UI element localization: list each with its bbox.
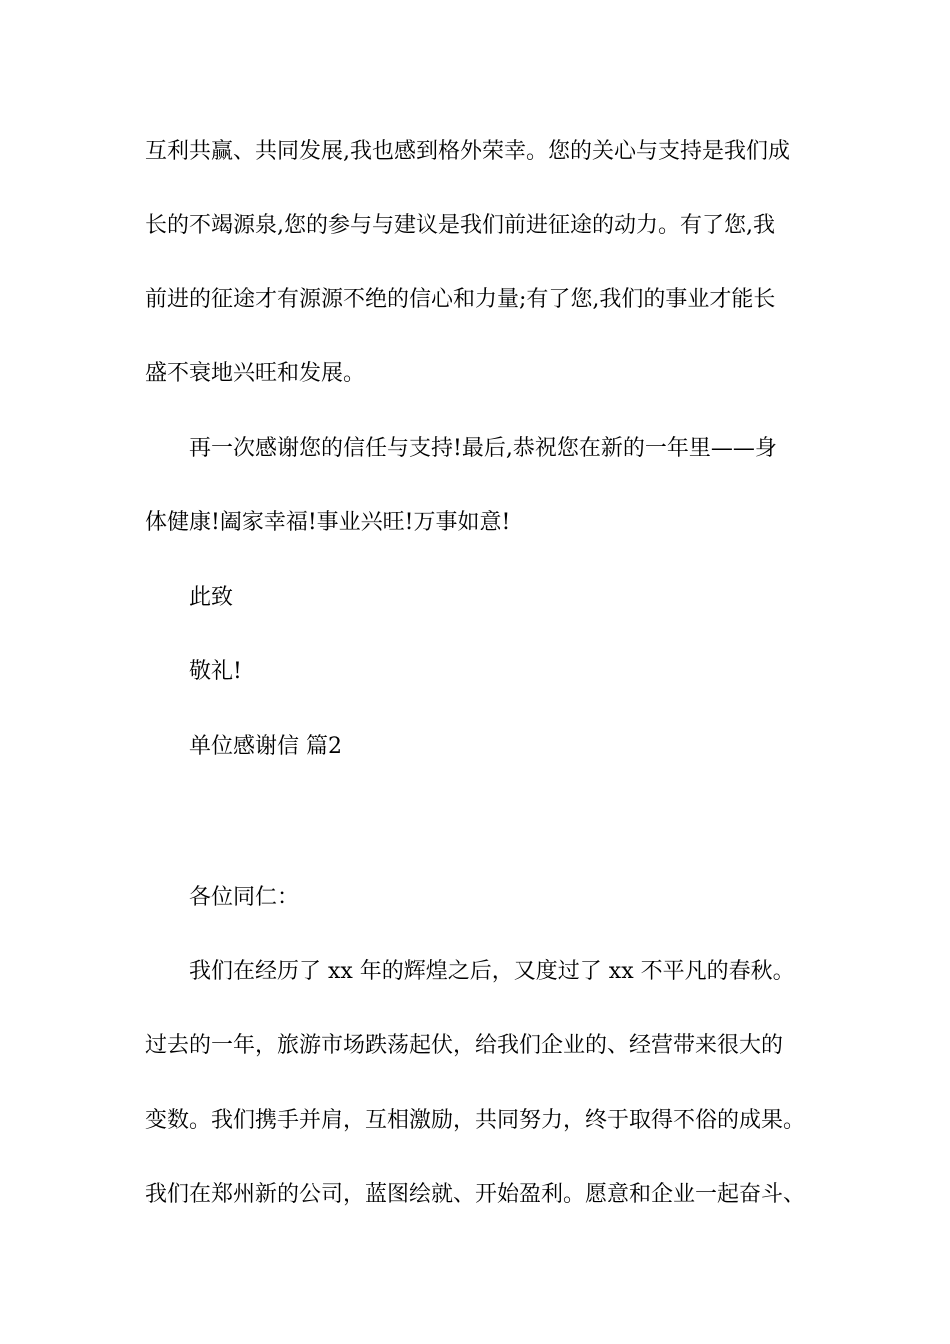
paragraph-line-6: 体健康!阖家幸福!事业兴旺!万事如意!: [145, 510, 511, 535]
closing-regards: 敬礼!: [189, 659, 242, 684]
paragraph-line-4: 盛不衰地兴旺和发展。: [145, 361, 366, 386]
closing-salutation: 此致: [189, 585, 234, 610]
paragraph-line-5: 再一次感谢您的信任与支持!最后,恭祝您在新的一年里——身: [189, 436, 777, 461]
section-title: 单位感谢信 篇2: [189, 734, 342, 759]
paragraph-line-2: 长的不竭源泉,您的参与与建议是我们前进征途的动力。有了您,我: [145, 213, 775, 238]
paragraph-line-8: 过去的一年，旅游市场跌荡起伏，给我们企业的、经营带来很大的: [145, 1033, 784, 1058]
paragraph-line-1: 互利共赢、共同发展,我也感到格外荣幸。您的关心与支持是我们成: [145, 139, 790, 164]
paragraph-line-3: 前进的征途才有源源不绝的信心和力量;有了您,我们的事业才能长: [145, 287, 776, 312]
paragraph-line-9: 变数。我们携手并肩，互相激励，共同努力，终于取得不俗的成果。: [145, 1108, 806, 1133]
paragraph-line-7: 我们在经历了 xx 年的辉煌之后，又度过了 xx 不平凡的春秋。: [189, 959, 795, 984]
paragraph-line-10: 我们在郑州新的公司，蓝图绘就、开始盈利。愿意和企业一起奋斗、: [145, 1182, 806, 1207]
letter-greeting: 各位同仁：: [189, 885, 300, 910]
